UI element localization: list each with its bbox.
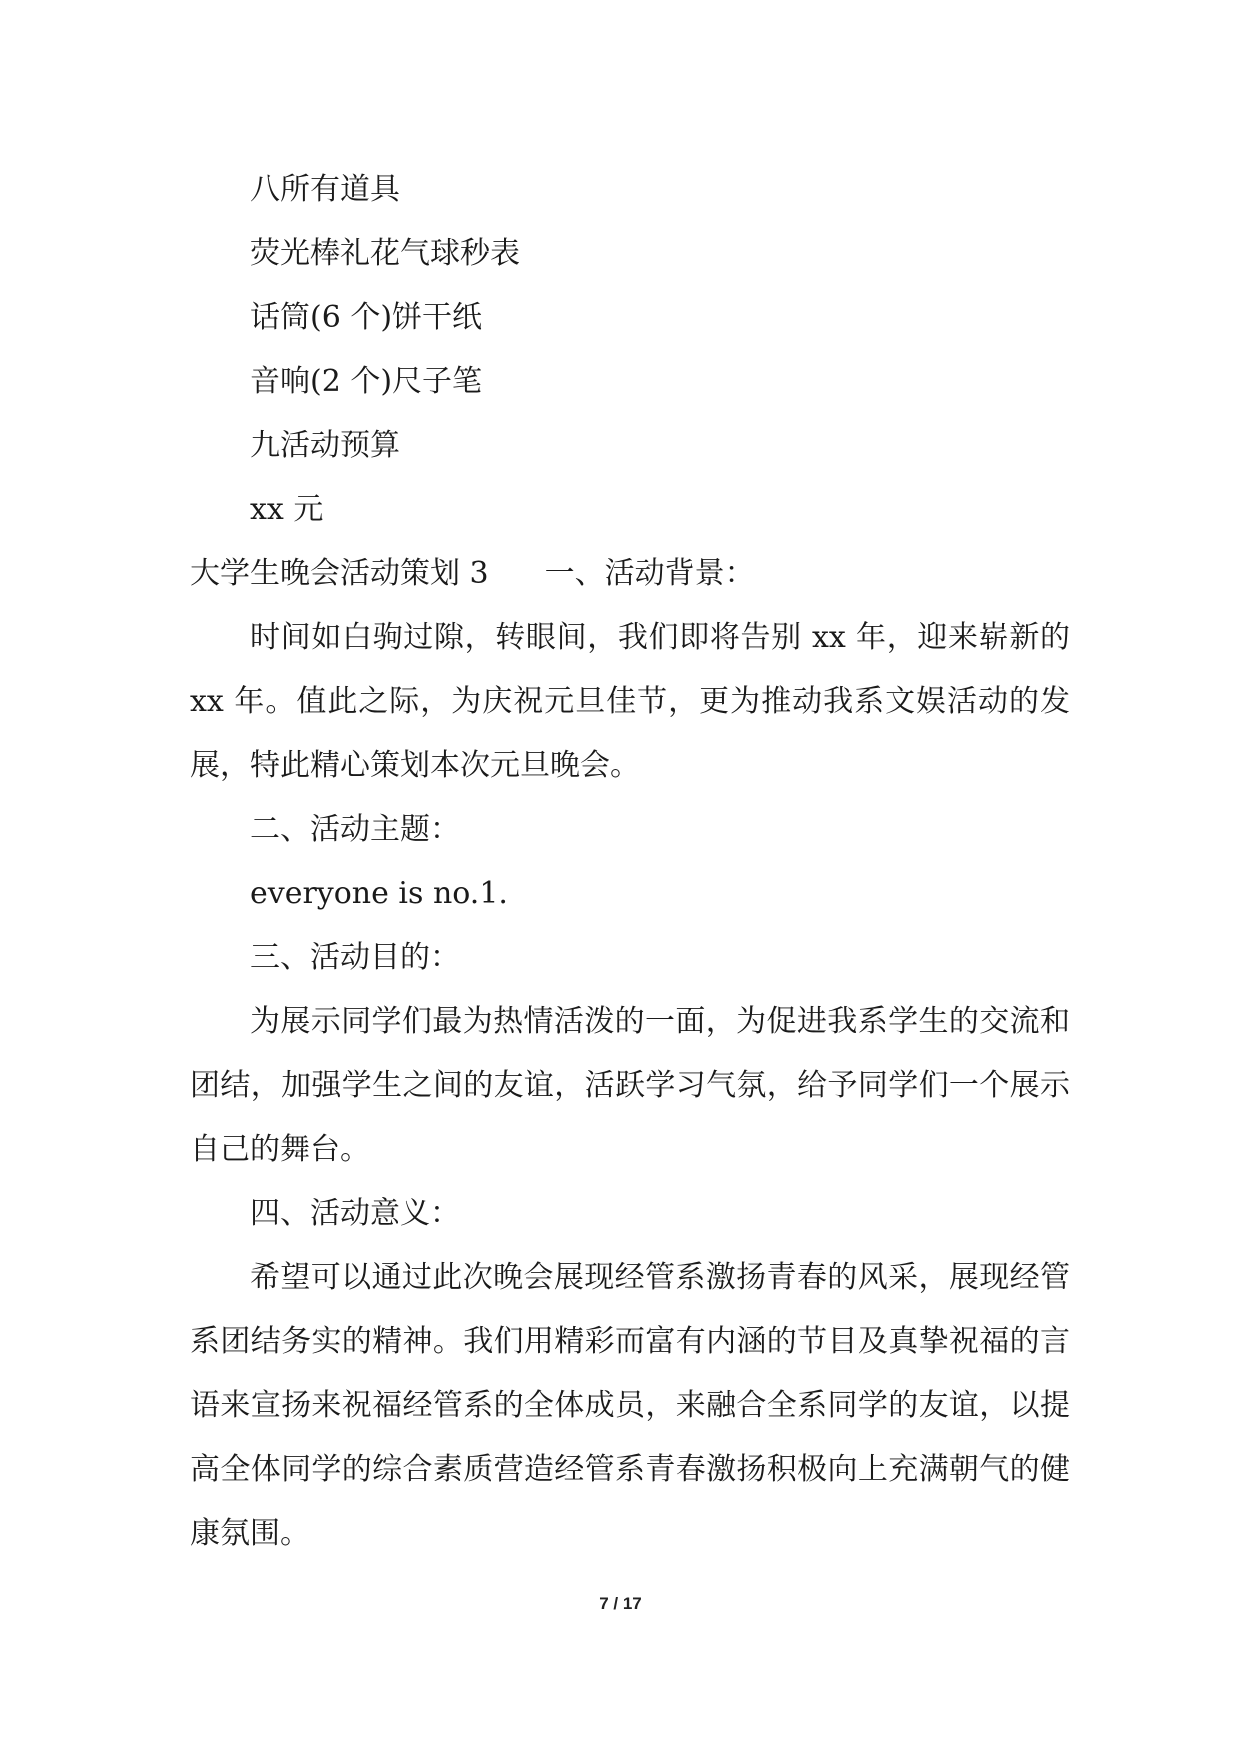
background-heading: 一、活动背景： (544, 556, 755, 591)
purpose-paragraph: 为展示同学们最为热情活泼的一面，为促进我系学生的交流和团结，加强学生之间的友谊，活跃学习气氛，给予同学们一个展示自己的舞台。 (190, 1004, 1070, 1167)
meaning-paragraph: 希望可以通过此次晚会展现经管系激扬青春的风采，展现经管系团结务实的精神。我们用精彩而富有内涵的节目及真挚祝福的言语来宣扬来祝福经管系的全体成员，来融合全系同学的友谊，以提高全体同学的综合素质营造经管系青春激扬积极向上充满朝气的健康氛围。 (190, 1260, 1070, 1551)
props-list-line-3: 音响(2 个)尺子笔 (250, 364, 483, 399)
theme-text: everyone is no.1. (250, 876, 508, 911)
props-list-line-1: 荧光棒礼花气球秒表 (250, 236, 520, 271)
background-paragraph: 时间如白驹过隙，转眼间，我们即将告别 xx 年，迎来崭新的 xx 年。值此之际，为庆祝元旦佳节，更为推动我系文娱活动的发展，特此精心策划本次元旦晚会。 (190, 620, 1070, 783)
section-title-row (190, 542, 1070, 606)
budget-amount: xx 元 (250, 492, 324, 527)
theme-heading: 二、活动主题： (250, 812, 460, 847)
section-title: 大学生晚会活动策划 3 (190, 556, 489, 591)
meaning-heading: 四、活动意义： (250, 1196, 460, 1231)
document-body (190, 158, 1070, 1566)
page-number: 7 / 17 (599, 1594, 642, 1613)
props-heading: 八所有道具 (250, 172, 400, 207)
props-list-line-2: 话筒(6 个)饼干纸 (250, 300, 483, 335)
budget-heading: 九活动预算 (250, 428, 400, 463)
purpose-heading: 三、活动目的： (250, 940, 460, 975)
